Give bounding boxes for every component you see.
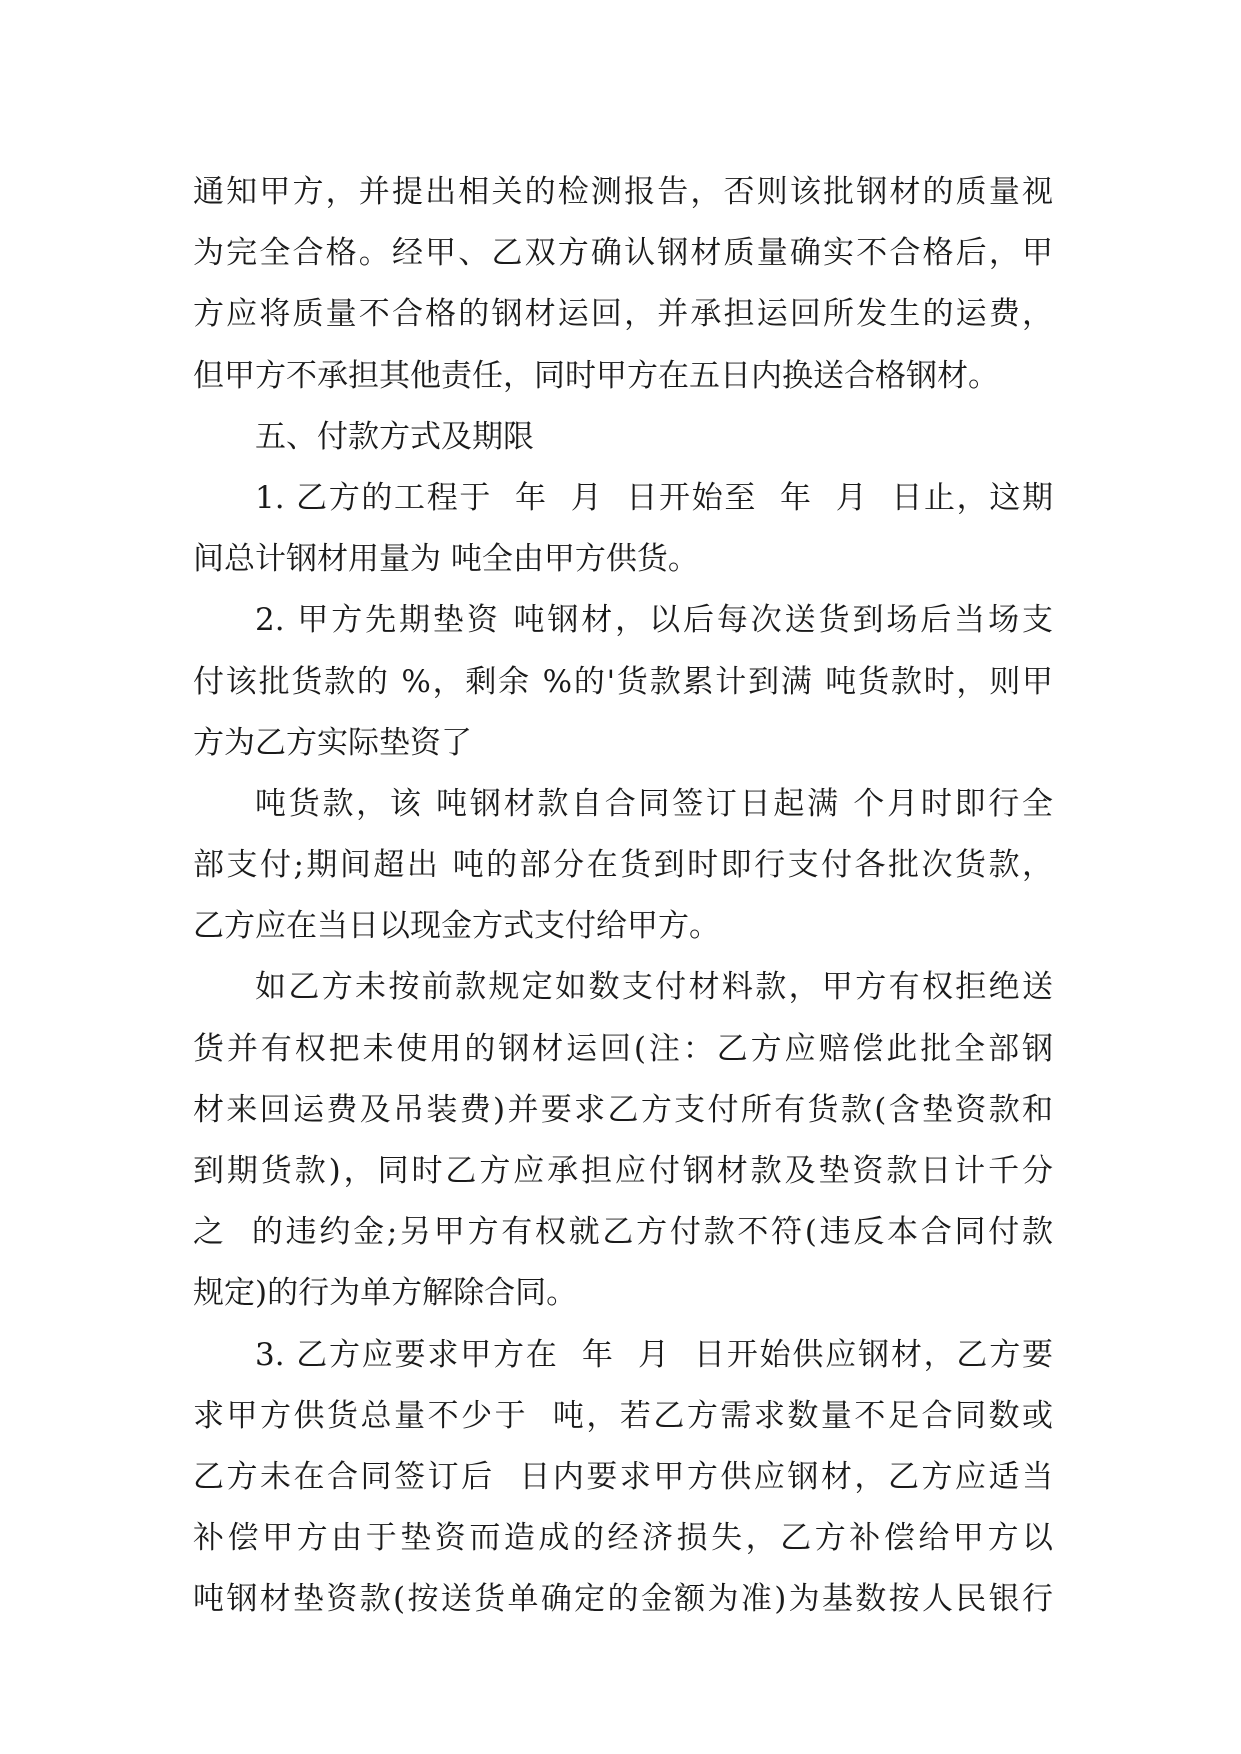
- section-heading: 五、付款方式及期限: [255, 418, 534, 455]
- text-line: 如乙方未按前款规定如数支付材料款，甲方有权拒绝送: [255, 969, 1053, 1006]
- text-line: 乙方未在合同签订后 日内要求甲方供应钢材，乙方应适当: [193, 1458, 1053, 1495]
- text-line: 求甲方供货总量不少于 吨，若乙方需求数量不足合同数或: [193, 1397, 1053, 1434]
- text-line: 付该批货款的 %，剩余 %的'货款累计到满 吨货款时，则甲: [193, 663, 1053, 700]
- text-line: 2. 甲方先期垫资 吨钢材，以后每次送货到场后当场支: [255, 602, 1053, 639]
- text-line: 到期货款)，同时乙方应承担应付钢材款及垫资款日计千分: [193, 1153, 1053, 1189]
- text-line: 吨钢材垫资款(按送货单确定的金额为准)为基数按人民银行: [193, 1581, 1053, 1618]
- text-line: 规定)的行为单方解除合同。: [193, 1275, 578, 1312]
- text-line: 3. 乙方应要求甲方在 年 月 日开始供应钢材，乙方要: [255, 1336, 1053, 1373]
- text-line: 部支付;期间超出 吨的部分在货到时即行支付各批次货款，: [193, 847, 1053, 884]
- contract-text: [193, 162, 1053, 1631]
- text-line: 通知甲方，并提出相关的检测报告，否则该批钢材的质量视: [193, 174, 1053, 210]
- text-line: 乙方应在当日以现金方式支付给甲方。: [193, 908, 720, 945]
- text-line: 但甲方不承担其他责任，同时甲方在五日内换送合格钢材。: [193, 357, 999, 394]
- text-line: 间总计钢材用量为 吨全由甲方供货。: [193, 541, 699, 578]
- text-line: 吨货款，该 吨钢材款自合同签订日起满 个月时即行全: [255, 785, 1053, 822]
- text-line: 之 的违约金;另甲方有权就乙方付款不符(违反本合同付款: [193, 1214, 1053, 1251]
- text-line: 材来回运费及吊装费)并要求乙方支付所有货款(含垫资款和: [193, 1091, 1053, 1128]
- text-line: 方为乙方实际垫资了: [193, 724, 472, 761]
- text-line: 补偿甲方由于垫资而造成的经济损失，乙方补偿给甲方以: [193, 1520, 1053, 1557]
- text-line: 货并有权把未使用的钢材运回(注：乙方应赔偿此批全部钢: [193, 1030, 1053, 1067]
- text-line: 为完全合格。经甲、乙双方确认钢材质量确实不合格后，甲: [193, 235, 1053, 272]
- text-line: 1. 乙方的工程于 年 月 日开始至 年 月 日止，这期: [255, 479, 1053, 516]
- text-line: 方应将质量不合格的钢材运回，并承担运回所发生的运费，: [193, 296, 1053, 333]
